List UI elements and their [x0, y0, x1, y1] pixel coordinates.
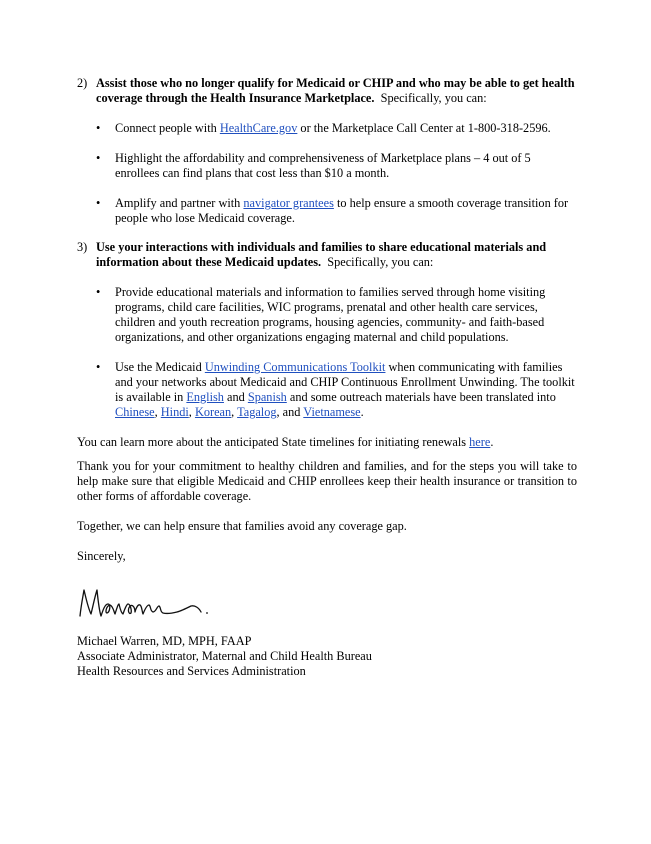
vietnamese-link[interactable]: Vietnamese [303, 405, 361, 419]
bullet-text: and [223, 390, 248, 404]
bullet-icon: • [96, 285, 101, 299]
bullet-text: . [360, 405, 364, 419]
tagalog-link[interactable]: Tagalog [237, 405, 277, 419]
bullet-text: Amplify and partner with [115, 196, 244, 210]
english-link[interactable]: English [186, 390, 224, 404]
section-3-bullets [77, 285, 577, 420]
signer-org: Health Resources and Services Administration [77, 664, 306, 678]
bullet-icon: • [96, 151, 101, 165]
list-item [77, 196, 577, 226]
list-item [77, 151, 577, 181]
bullet-text: Provide educational materials and information to families served through home visiting programs, child care facilities, WIC programs, prenatal and other health care services, children and youth recreation programs, housing agencies, community- and faith-based organizations, and other organizations engaging maternal and child populations. [115, 285, 546, 344]
section-3 [77, 240, 577, 270]
bullet-text: , and [276, 405, 304, 419]
letter-body [77, 76, 577, 679]
bullet-text: to help ensure a smooth coverage transition for people who lose Medicaid coverage. [115, 196, 569, 225]
paragraph-text: . [490, 435, 494, 449]
bullet-text: Highlight the affordability and comprehensiveness of Marketplace plans – 4 out of 5 enrollees can find plans that cost less than $10 a month. [115, 151, 531, 180]
signature-image [77, 580, 577, 628]
bullet-icon: • [96, 196, 101, 210]
section-2-heading-tail: Specifically, you can: [380, 91, 487, 105]
toolkit-link[interactable]: Unwinding Communications Toolkit [204, 360, 386, 374]
together-paragraph: Together, we can help ensure that families avoid any coverage gap. [77, 519, 407, 533]
section-3-heading-tail: Specifically, you can: [327, 255, 434, 269]
chinese-link[interactable]: Chinese [115, 405, 155, 419]
bullet-icon: • [96, 121, 101, 135]
bullet-text: , [154, 405, 161, 419]
bullet-icon: • [96, 360, 101, 374]
bullet-text: Connect people with [115, 121, 220, 135]
bullet-text: when communicating with families and your networks about Medicaid and CHIP Continuous Enrollment Unwinding. The toolkit is available in [115, 360, 575, 404]
bullet-text: or the Marketplace Call Center at 1-800-318-2596. [297, 121, 551, 135]
signer-title: Associate Administrator, Maternal and Child Health Bureau [77, 649, 372, 663]
healthcare-gov-link[interactable]: HealthCare.gov [219, 121, 298, 135]
bullet-text: and some outreach materials have been translated into [286, 390, 556, 404]
list-item [77, 121, 577, 136]
section-3-heading: Use your interactions with individuals and families to share educational materials and information about these Medicaid updates. [96, 240, 547, 269]
closing: Sincerely, [77, 549, 126, 563]
list-item [77, 360, 577, 420]
thanks-paragraph: Thank you for your commitment to healthy children and families, and for the steps you will take to help make sure that eligible Medicaid and CHIP enrollees keep their health insurance or transition to other forms of affordable coverage. [77, 459, 577, 503]
section-2-bullets [77, 121, 577, 226]
handwritten-signature [77, 584, 217, 626]
spanish-link[interactable]: Spanish [247, 390, 287, 404]
hindi-link[interactable]: Hindi [160, 405, 189, 419]
navigator-grantees-link[interactable]: navigator grantees [243, 196, 334, 210]
section-2-heading: Assist those who no longer qualify for Medicaid or CHIP and who may be able to get health coverage through the Health Insurance Marketplace. [96, 76, 575, 105]
section-2-number: 2) [77, 76, 88, 90]
paragraph-text: You can learn more about the anticipated State timelines for initiating renewals [77, 435, 470, 449]
section-3-number: 3) [77, 240, 88, 254]
section-2 [77, 76, 577, 106]
list-item [77, 285, 577, 345]
bullet-text: Use the Medicaid [115, 360, 205, 374]
bullet-text: , [188, 405, 195, 419]
signer-name: Michael Warren, MD, MPH, FAAP [77, 634, 252, 648]
learn-more-paragraph [77, 435, 577, 450]
bullet-text: , [231, 405, 238, 419]
here-link[interactable]: here [469, 435, 491, 449]
korean-link[interactable]: Korean [194, 405, 232, 419]
